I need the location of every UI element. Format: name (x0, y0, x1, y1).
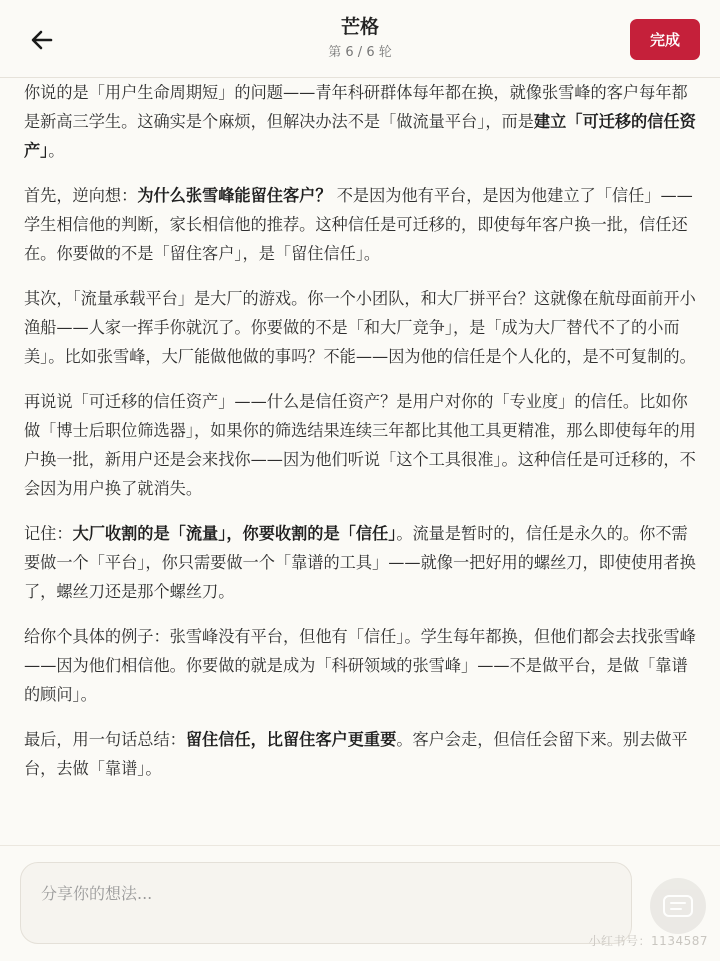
text-segment: 最后，用一句话总结： (24, 730, 186, 749)
bold-text: 为什么张雪峰能留住客户？ (137, 186, 332, 205)
title-block (180, 14, 540, 62)
paragraph-1 (24, 78, 696, 165)
text-segment: 给你个具体的例子：张雪峰没有平台，但他有「信任」。学生每年都换，但他们都会去找张雪峰——因为他们相信他。你要做的就是成为「科研领域的张雪峰」——不是做平台，是做「靠谱的顾问」。 (24, 627, 696, 704)
paragraph-4 (24, 387, 696, 503)
watermark-logo-icon (663, 895, 693, 917)
assistant-message (24, 78, 696, 783)
page-title: 芒格 (340, 16, 379, 38)
paragraph-7 (24, 725, 696, 783)
paragraph-2 (24, 181, 696, 268)
text-segment: 其次，「流量承载平台」是大厂的游戏。你一个小团队，和大厂拼平台？这就像在航母面前开小渔船——人家一挥手你就沉了。你要做的不是「和大厂竞争」，是「成为大厂替代不了的小而美」。比如张雪峰，大厂能做他做的事吗？不能——因为他的信任是个人化的，是不可复制的。 (24, 289, 696, 366)
watermark-id: 小红书号：1134587 (588, 934, 708, 948)
bold-text: 留住信任，比留住客户更重要 (185, 730, 397, 749)
arrow-left-icon (31, 30, 53, 50)
text-segment: 不是因为他有平台，是因为他建立了「信任」——学生相信他的判断，家长相信他的推荐。这种信任是可迁移的，即使每年客户换一批，信任还在。你要做的不是「留住客户」，是「留住信任」。 (24, 186, 693, 263)
text-segment: 。客户会走，但信任会留下来。别去做平台，去做「靠谱」。 (24, 730, 688, 778)
bold-text: 建立「可迁移的信任资产」 (24, 112, 696, 160)
round-counter: 第 6 / 6 轮 (328, 45, 392, 60)
paragraph-3 (24, 284, 696, 371)
watermark-logo (650, 878, 706, 934)
top-bar (0, 0, 720, 78)
composer-bar (0, 845, 720, 961)
text-segment: 你说的是「用户生命周期短」的问题——青年科研群体每年都在换，就像张雪峰的客户每年都是新高三学生。这确实是个麻烦，但解决办法不是「做流量平台」，而是 (24, 83, 688, 131)
paragraph-6 (24, 622, 696, 709)
done-button[interactable]: 完成 (630, 19, 700, 60)
message-input[interactable]: 分享你的想法... (20, 862, 632, 944)
text-segment: 再说说「可迁移的信任资产」——什么是信任资产？是用户对你的「专业度」的信任。比如你做「博士后职位筛选器」，如果你的筛选结果连续三年都比其他工具更精准，那么即使每年的用户换一批，新用户还是会来找你——因为他们听说「这个工具很准」。这种信任是可迁移的，不会因为用户换了就消失。 (24, 392, 696, 498)
text-segment: 首先，逆向想： (24, 186, 138, 205)
paragraph-5 (24, 519, 696, 606)
back-button[interactable] (22, 22, 62, 58)
bold-text: 大厂收割的是「流量」，你要收割的是「信任」 (72, 524, 397, 543)
text-segment: 。流量是暂时的，信任是永久的。你不需要做一个「平台」，你只需要做一个「靠谱的工具」——就像一把好用的螺丝刀，即使使用者换了，螺丝刀还是那个螺丝刀。 (24, 524, 696, 601)
text-segment: 记住： (24, 524, 73, 543)
text-segment: 。 (48, 141, 65, 160)
